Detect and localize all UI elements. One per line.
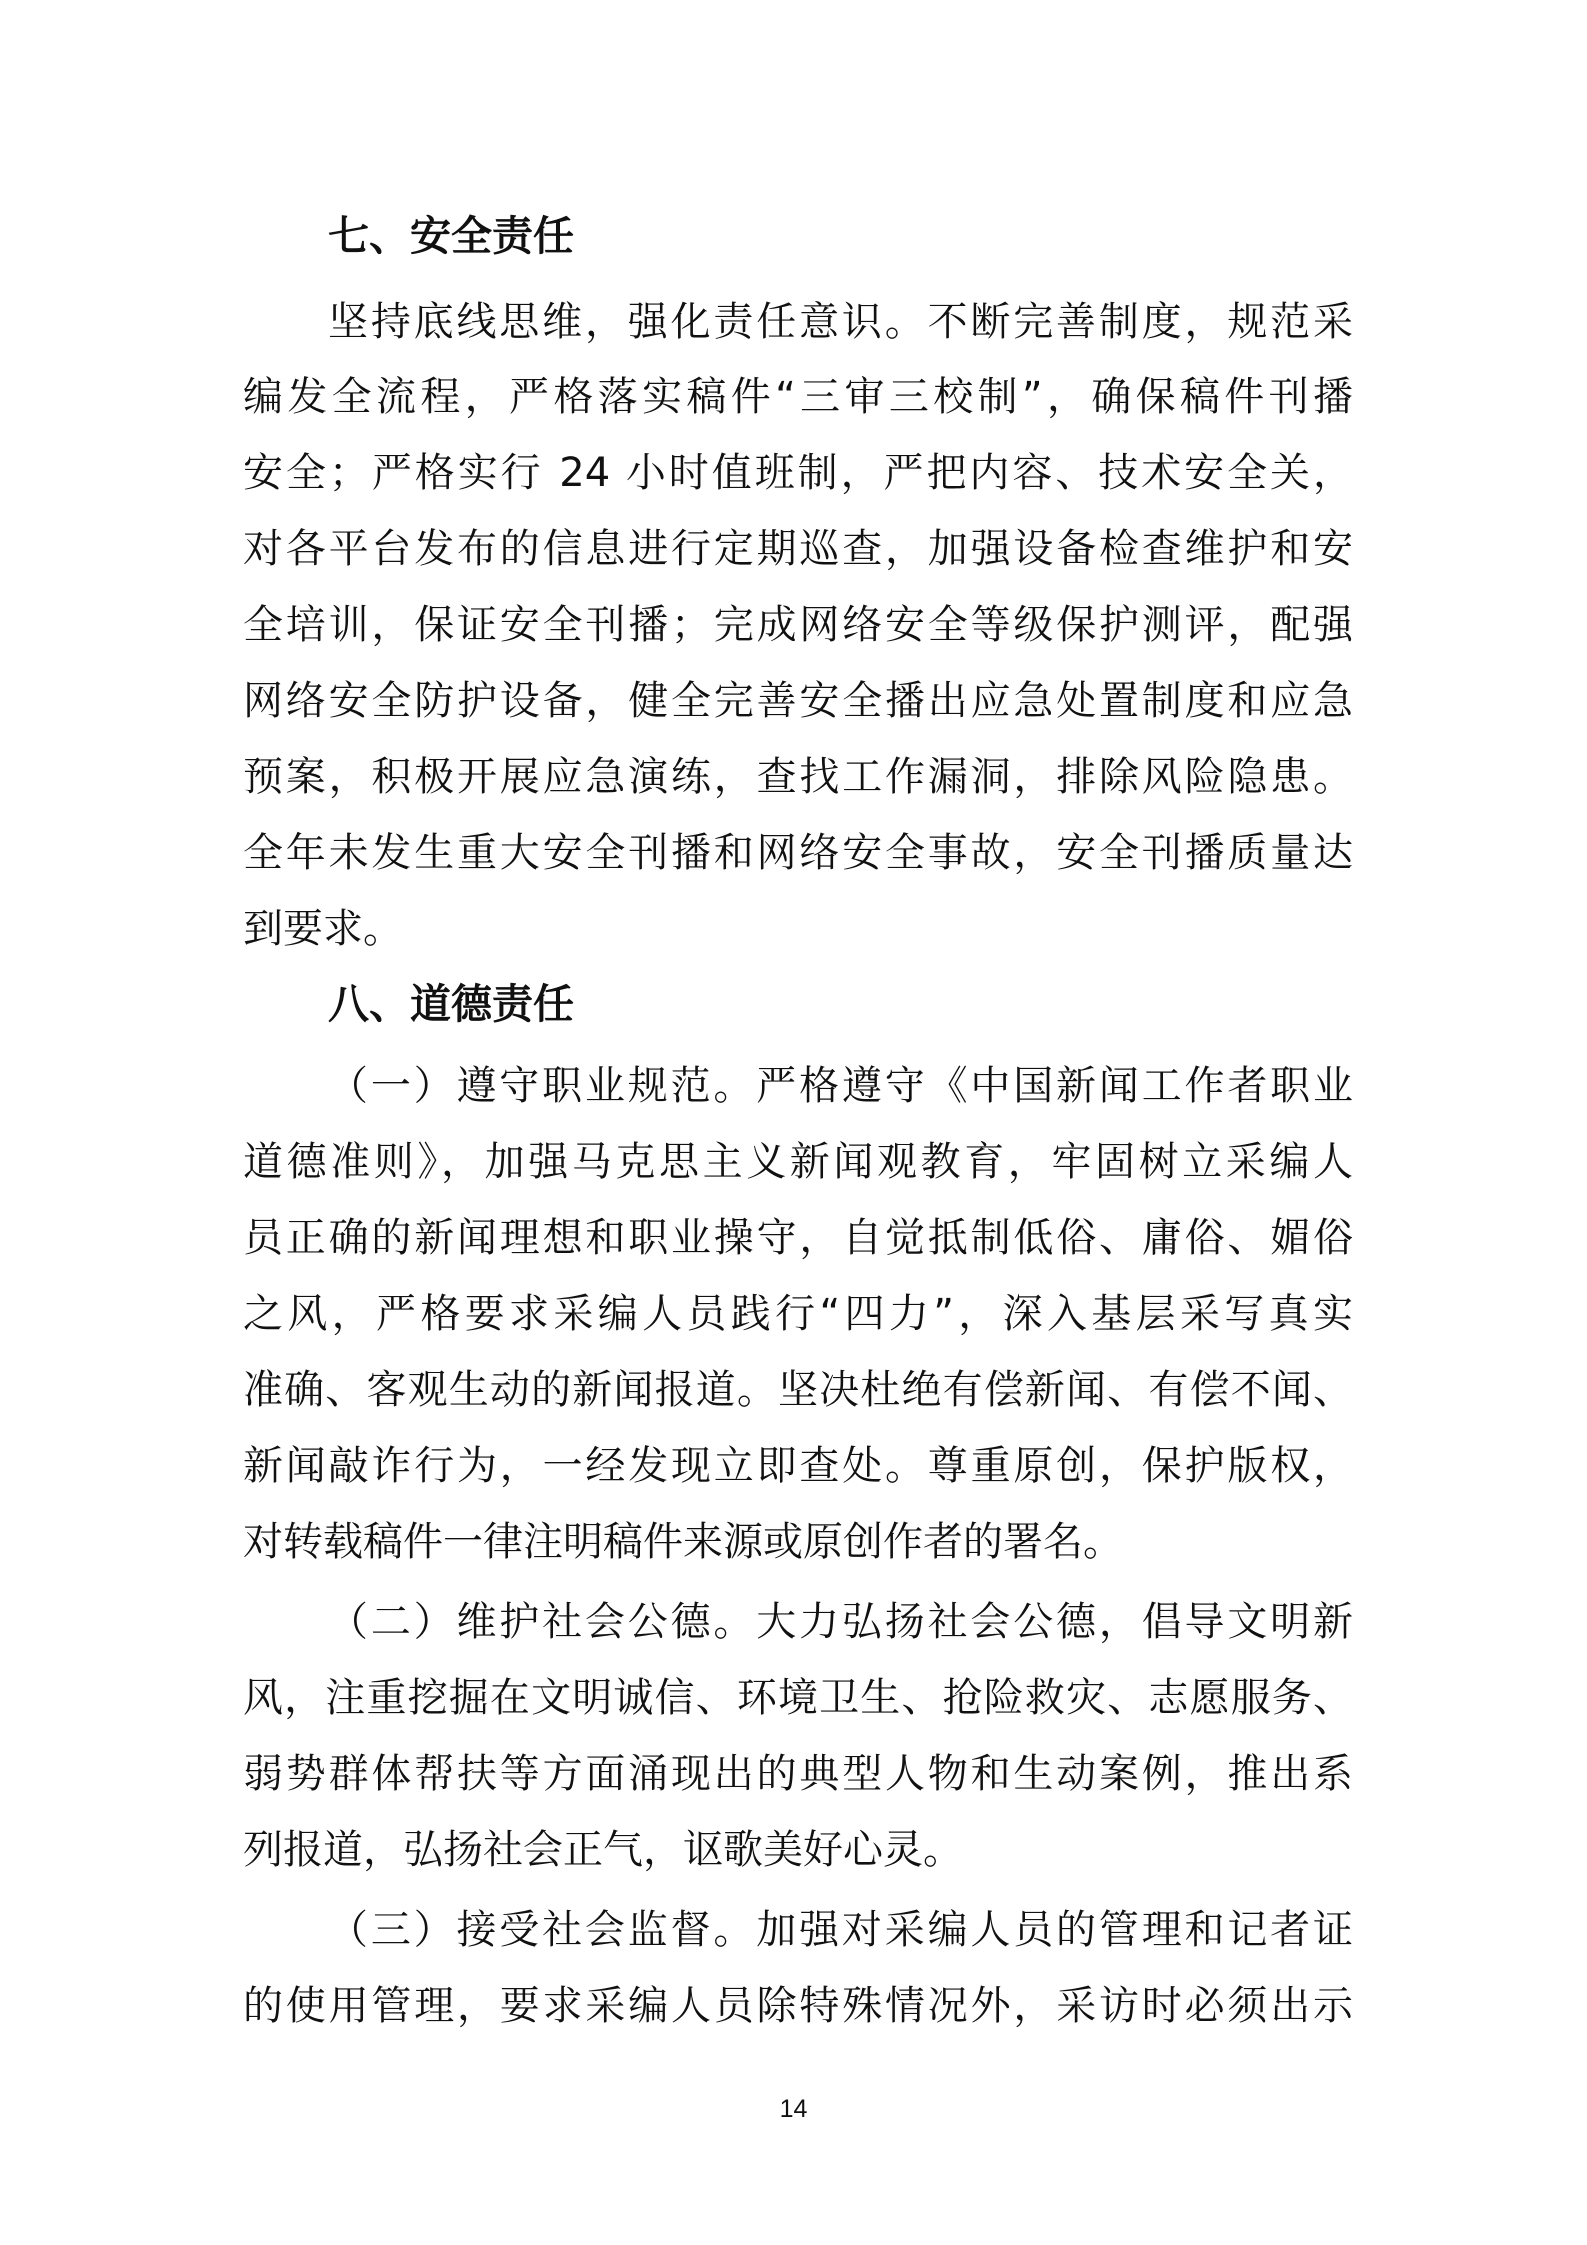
paragraph-line: 编发全流程，严格落实稿件“三审三校制”，确保稿件刊播 (243, 374, 1353, 420)
paragraph-line: 对转载稿件一律注明稿件来源或原创作者的署名。 (243, 1519, 1123, 1565)
section-heading-ethics: 八、道德责任 (328, 980, 574, 1028)
paragraph-line: （二）维护社会公德。大力弘扬社会公德，倡导文明新 (328, 1599, 1353, 1645)
page-number: 14 (779, 2095, 808, 2123)
paragraph-line: 到要求。 (243, 906, 403, 952)
paragraph-line: 员正确的新闻理想和职业操守，自觉抵制低俗、庸俗、媚俗 (243, 1215, 1353, 1261)
paragraph-line: 预案，积极开展应急演练，查找工作漏洞，排除风险隐患。 (243, 754, 1353, 800)
paragraph-line: 对各平台发布的信息进行定期巡查，加强设备检查维护和安 (243, 526, 1353, 572)
paragraph-line: （三）接受社会监督。加强对采编人员的管理和记者证 (328, 1907, 1353, 1953)
paragraph-line: 准确、客观生动的新闻报道。坚决杜绝有偿新闻、有偿不闻、 (243, 1367, 1353, 1413)
paragraph-line: 坚持底线思维，强化责任意识。不断完善制度，规范采 (328, 299, 1353, 345)
paragraph-line: 之风，严格要求采编人员践行“四力”，深入基层采写真实 (243, 1291, 1353, 1337)
paragraph-line: 的使用管理，要求采编人员除特殊情况外，采访时必须出示 (243, 1983, 1353, 2029)
paragraph-line: 网络安全防护设备，健全完善安全播出应急处置制度和应急 (243, 678, 1353, 724)
section-heading-safety: 七、安全责任 (328, 212, 574, 260)
paragraph-line: （一）遵守职业规范。严格遵守《中国新闻工作者职业 (328, 1063, 1353, 1109)
paragraph-line: 道德准则》，加强马克思主义新闻观教育，牢固树立采编人 (243, 1139, 1353, 1185)
paragraph-line: 列报道，弘扬社会正气，讴歌美好心灵。 (243, 1827, 963, 1873)
paragraph-line: 弱势群体帮扶等方面涌现出的典型人物和生动案例，推出系 (243, 1751, 1353, 1797)
paragraph-line: 新闻敲诈行为，一经发现立即查处。尊重原创，保护版权， (243, 1443, 1353, 1489)
paragraph-line: 全年未发生重大安全刊播和网络安全事故，安全刊播质量达 (243, 830, 1353, 876)
paragraph-line: 全培训，保证安全刊播；完成网络安全等级保护测评，配强 (243, 602, 1353, 648)
paragraph-line: 风，注重挖掘在文明诚信、环境卫生、抢险救灾、志愿服务、 (243, 1675, 1353, 1721)
paragraph-line: 安全；严格实行 24 小时值班制，严把内容、技术安全关， (243, 450, 1353, 496)
